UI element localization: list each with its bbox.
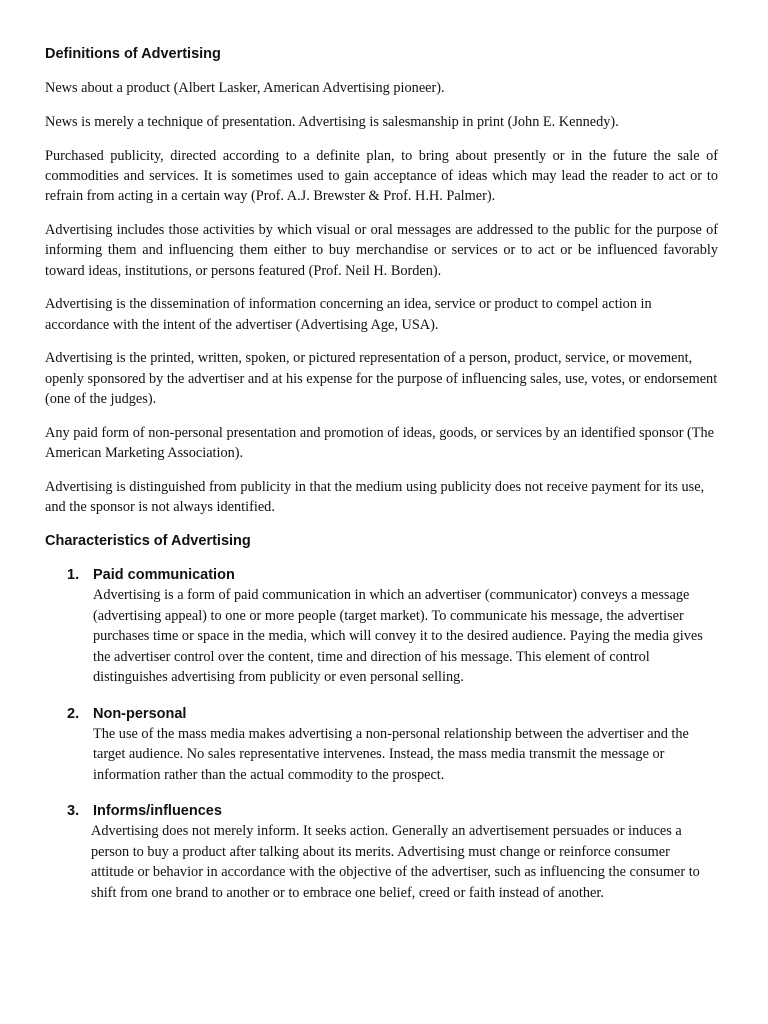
characteristic-item-informs-influences	[45, 801, 718, 903]
characteristic-title: Informs/influences	[93, 803, 222, 820]
definition-paragraph: Advertising includes those activities by which visual or oral messages are addressed to the public for the purpose of informing them and influencing them either to buy merchandise or services or to act or be influenced favorably toward ideas, institutions, or persons featured (Prof. Neil H. Borden).	[45, 221, 718, 279]
list-item-number: 1.	[67, 567, 80, 584]
characteristic-item-paid-communication	[45, 565, 718, 688]
characteristic-item-non-personal	[45, 704, 718, 786]
definition-paragraph: Any paid form of non-personal presentation and promotion of ideas, goods, or services by an identified sponsor (The American Marketing Association).	[45, 424, 715, 462]
characteristic-title: Non-personal	[93, 705, 187, 722]
list-item-number: 2.	[67, 705, 80, 722]
list-item-number: 3.	[67, 803, 80, 820]
definition-paragraph: News is merely a technique of presentation. Advertising is salesmanship in print (John E. Kennedy).	[45, 113, 619, 130]
document-page	[45, 44, 718, 919]
characteristic-title: Paid communication	[93, 567, 235, 584]
definition-paragraph: Advertising is distinguished from publicity in that the medium using publicity does not receive payment for its use, and the sponsor is not always identified.	[45, 478, 705, 516]
definition-paragraph: Advertising is the printed, written, spoken, or pictured representation of a person, product, service, or movement, openly sponsored by the advertiser and at his expense for the purpose of influencing sales, use, votes, or endorsement (one of the judges).	[45, 350, 718, 408]
definition-paragraph: Purchased publicity, directed according to a definite plan, to bring about presently or in the future the sale of commodities and services. It is sometimes used to gain acceptance of ideas which may lead the reader to act or to refrain from acting in a certain way (Prof. A.J. Brewster & Prof. H.H. Palmer).	[45, 147, 718, 205]
definitions-heading: Definitions of Advertising	[45, 46, 221, 62]
characteristic-body: The use of the mass media makes advertising a non-personal relationship between the advertiser and the target audience. No sales representative intervenes. Instead, the mass media transmit the message or information rather than the actual commodity to the prospect.	[93, 725, 689, 783]
definition-paragraph: Advertising is the dissemination of information concerning an idea, service or product to compel action in accordance with the intent of the advertiser (Advertising Age, USA).	[45, 296, 652, 333]
characteristic-body: Advertising does not merely inform. It seeks action. Generally an advertisement persuades or induces a person to buy a product after talking about its merits. Advertising must change or reinforce consumer attitude or behavior in accordance with the objective of the advertiser, such as influencing the consumer to shift from one brand to another or to embrace one belief, creed or faith instead of another.	[91, 823, 700, 901]
characteristics-list	[45, 565, 718, 903]
characteristics-heading: Characteristics of Advertising	[45, 533, 251, 550]
definition-paragraph: News about a product (Albert Lasker, American Advertising pioneer).	[45, 80, 445, 96]
characteristic-body: Advertising is a form of paid communication in which an advertiser (communicator) conveys a message (advertising appeal) to one or more people (target market). To communicate his message, the advertiser purchases time or space in the media, which will convey it to the desired audience. Paying the media gives the advertiser control over the content, time and direction of his message. This element of control distinguishes advertising from publicity or even personal selling.	[93, 587, 703, 686]
